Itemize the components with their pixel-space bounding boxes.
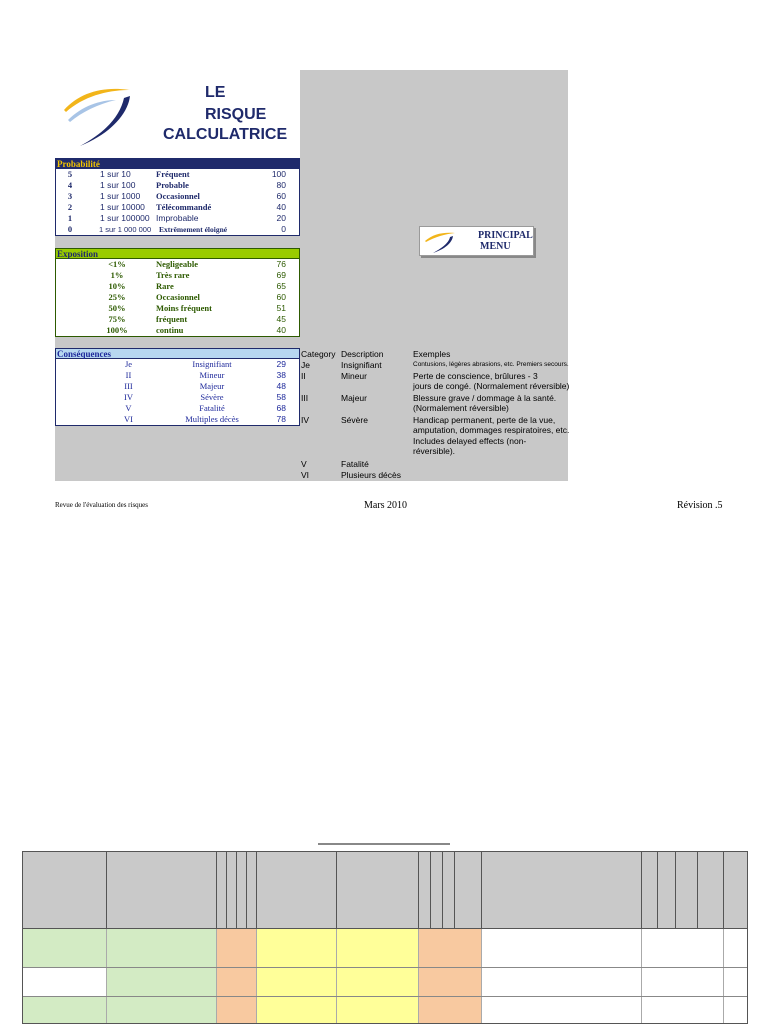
probability-row <box>56 180 301 191</box>
probability-label: Occasionnel <box>156 191 200 201</box>
table-header-cell <box>337 852 419 928</box>
table-row <box>23 997 747 1024</box>
consequence-category: II <box>125 370 132 380</box>
consequence-value: 68 <box>276 403 286 413</box>
exposure-row <box>56 292 301 303</box>
table-header-cell <box>482 852 642 928</box>
reference-category: Je <box>301 360 310 370</box>
exposure-value: 45 <box>276 314 286 324</box>
reference-example: Blessure grave / dommage à la santé. <box>413 393 557 403</box>
reference-category: III <box>301 393 309 403</box>
reference-header-category: Category <box>301 349 336 359</box>
table-header-row <box>23 852 747 929</box>
consequences-title: Conséquences <box>57 349 112 359</box>
probability-value: 60 <box>276 191 286 201</box>
consequence-category: VI <box>124 414 133 424</box>
reference-example: Contusions, légères abrasions, etc. Premiers secours. <box>413 361 569 368</box>
table-cell <box>107 968 217 996</box>
probability-table <box>55 169 300 236</box>
table-row <box>23 968 747 997</box>
reference-example: Includes delayed effects (non- <box>413 436 527 446</box>
table-header-cell <box>431 852 443 928</box>
probability-row <box>56 169 301 180</box>
consequence-label: Fatalité <box>199 403 225 413</box>
table-header-cell <box>227 852 237 928</box>
logo-title-line1: LE <box>205 84 226 101</box>
table-header-cell <box>23 852 107 928</box>
exposure-percent: 25% <box>108 292 126 302</box>
table-cell <box>257 968 337 996</box>
exposure-label: Rare <box>156 281 174 291</box>
probability-value: 80 <box>276 180 286 190</box>
footer-center: Mars 2010 <box>364 500 408 511</box>
table-cell <box>724 968 748 996</box>
exposure-value: 76 <box>276 259 286 269</box>
probability-label: Extrêmement éloigné <box>159 225 228 234</box>
table-cell <box>419 968 482 996</box>
logo-title-line3: CALCULATRICE <box>163 126 288 143</box>
table-cell <box>642 968 724 996</box>
probability-num: 3 <box>67 191 73 201</box>
probability-row <box>56 213 301 224</box>
principal-menu-button[interactable] <box>419 226 534 256</box>
probability-ratio: 1 sur 1000 <box>100 191 141 201</box>
reference-category: II <box>301 371 306 381</box>
risk-assessment-table <box>22 851 748 1024</box>
reference-example: Handicap permanent, perte de la vue, <box>413 415 556 425</box>
exposure-row <box>56 325 301 336</box>
sheet-caption-bar <box>318 843 450 845</box>
exposure-percent: 1% <box>110 270 124 280</box>
reference-description: Majeur <box>341 393 367 403</box>
probability-label: Probable <box>156 180 189 190</box>
consequence-value: 78 <box>276 414 286 424</box>
table-header-cell <box>443 852 455 928</box>
table-header-cell <box>642 852 658 928</box>
reference-example: Perte de conscience, brûlures - 3 <box>413 371 538 381</box>
exposure-table <box>55 259 300 337</box>
table-cell <box>482 997 642 1024</box>
probability-num: 2 <box>67 202 73 212</box>
logo-area <box>55 70 300 158</box>
consequence-label: Multiples décès <box>185 414 239 424</box>
table-row <box>23 929 747 968</box>
consequence-category: V <box>125 403 132 413</box>
table-header-cell <box>217 852 227 928</box>
footer-right: Révision .5 <box>677 500 723 511</box>
consequence-label: Insignifiant <box>192 359 232 369</box>
exposure-row <box>56 281 301 292</box>
consequence-value: 38 <box>276 370 286 380</box>
exposure-row <box>56 314 301 325</box>
table-header-cell <box>237 852 247 928</box>
probability-value: 40 <box>276 202 286 212</box>
probability-ratio: 1 sur 10000 <box>100 202 145 212</box>
table-header-cell <box>676 852 698 928</box>
exposure-label: Occasionnel <box>156 292 200 302</box>
probability-header <box>55 158 300 169</box>
probability-ratio: 1 sur 100000 <box>100 213 150 223</box>
table-cell <box>23 997 107 1024</box>
swoosh-logo-icon <box>423 229 457 255</box>
probability-ratio: 1 sur 100 <box>100 180 136 190</box>
table-header-cell <box>107 852 217 928</box>
probability-label: Fréquent <box>156 169 190 179</box>
reference-category: VI <box>301 470 310 480</box>
probability-row <box>56 191 301 202</box>
footer-left: Revue de l'évaluation des risques <box>55 501 149 509</box>
principal-menu-label <box>478 230 533 252</box>
table-cell <box>724 929 748 967</box>
exposure-percent: 75% <box>108 314 126 324</box>
reference-category: V <box>301 459 307 469</box>
probability-value: 20 <box>276 213 286 223</box>
exposure-row <box>56 270 301 281</box>
probability-row <box>56 224 301 235</box>
table-cell <box>337 997 419 1024</box>
table-cell <box>419 929 482 967</box>
exposure-row <box>56 303 301 314</box>
exposure-value: 40 <box>276 325 286 335</box>
exposure-percent: <1% <box>108 259 126 269</box>
table-header-cell <box>247 852 257 928</box>
table-cell <box>217 929 257 967</box>
reference-description: Plusieurs décès <box>341 470 402 480</box>
table-cell <box>642 997 724 1024</box>
consequence-row <box>56 370 301 381</box>
probability-ratio: 1 sur 10 <box>100 169 131 179</box>
consequence-reference <box>301 349 568 481</box>
table-cell <box>23 929 107 967</box>
probability-label: Télécommandé <box>156 202 212 212</box>
exposure-header <box>55 248 300 259</box>
principal-menu-line2: MENU <box>480 241 511 252</box>
reference-description: Insignifiant <box>341 360 382 370</box>
reference-header-description: Description <box>341 349 384 359</box>
exposure-label: Moins fréquent <box>156 303 212 313</box>
swoosh-logo-icon <box>58 76 138 156</box>
table-header-cell <box>257 852 337 928</box>
reference-category: IV <box>301 415 310 425</box>
consequence-value: 48 <box>276 381 286 391</box>
reference-description: Fatalité <box>341 459 369 469</box>
consequence-row <box>56 403 301 414</box>
table-cell <box>482 968 642 996</box>
probability-label: Improbable <box>156 213 199 223</box>
exposure-percent: 10% <box>108 281 126 291</box>
consequence-category: III <box>124 381 133 391</box>
exposure-row <box>56 259 301 270</box>
consequence-row <box>56 381 301 392</box>
exposure-title: Exposition <box>57 249 99 259</box>
exposure-label: fréquent <box>156 314 188 324</box>
consequence-value: 58 <box>276 392 286 402</box>
consequence-category: IV <box>124 392 133 402</box>
exposure-label: continu <box>156 325 184 335</box>
exposure-value: 69 <box>276 270 286 280</box>
table-cell <box>724 997 748 1024</box>
table-cell <box>642 929 724 967</box>
probability-row <box>56 202 301 213</box>
reference-description: Mineur <box>341 371 367 381</box>
exposure-label: Negligeable <box>156 259 199 269</box>
table-cell <box>217 968 257 996</box>
table-header-cell <box>455 852 482 928</box>
probability-title: Probabilité <box>57 159 100 169</box>
exposure-value: 60 <box>276 292 286 302</box>
consequence-category: Je <box>124 359 133 369</box>
consequence-value: 29 <box>276 359 286 369</box>
reference-description: Sévère <box>341 415 368 425</box>
table-cell <box>257 929 337 967</box>
reference-example: réversible). <box>413 446 456 456</box>
table-cell <box>217 997 257 1024</box>
probability-value: 0 <box>281 224 286 234</box>
table-cell <box>337 968 419 996</box>
principal-menu-line1: PRINCIPAL <box>478 230 533 241</box>
table-cell <box>419 997 482 1024</box>
exposure-label: Très rare <box>156 270 190 280</box>
probability-num: 5 <box>67 169 73 179</box>
table-cell <box>337 929 419 967</box>
consequence-row <box>56 414 301 425</box>
probability-num: 4 <box>67 180 73 190</box>
reference-example: jours de congé. (Normalement réversible) <box>413 381 570 391</box>
table-cell <box>107 929 217 967</box>
consequence-label: Majeur <box>199 381 225 391</box>
consequence-label: Sévère <box>200 392 224 402</box>
table-cell <box>107 997 217 1024</box>
reference-header-examples: Exemples <box>413 349 451 359</box>
table-header-cell <box>724 852 748 928</box>
consequences-table <box>55 359 300 426</box>
table-header-cell <box>658 852 676 928</box>
probability-num: 1 <box>67 213 73 223</box>
logo-title-line2: RISQUE <box>205 106 267 123</box>
reference-example: (Normalement réversible) <box>413 403 509 413</box>
reference-example: amputation, dommages respiratoires, etc. <box>413 425 570 435</box>
table-cell <box>257 997 337 1024</box>
exposure-value: 51 <box>276 303 286 313</box>
exposure-percent: 100% <box>106 325 128 335</box>
probability-value: 100 <box>271 169 286 179</box>
table-cell <box>23 968 107 996</box>
consequence-row <box>56 392 301 403</box>
consequence-row <box>56 359 301 370</box>
probability-num: 0 <box>67 224 73 234</box>
exposure-value: 65 <box>276 281 286 291</box>
consequence-label: Mineur <box>199 370 225 380</box>
consequences-header <box>55 348 300 359</box>
table-header-cell <box>419 852 431 928</box>
exposure-percent: 50% <box>108 303 126 313</box>
probability-ratio: 1 sur 1 000 000 <box>99 225 152 234</box>
table-header-cell <box>698 852 724 928</box>
table-cell <box>482 929 642 967</box>
